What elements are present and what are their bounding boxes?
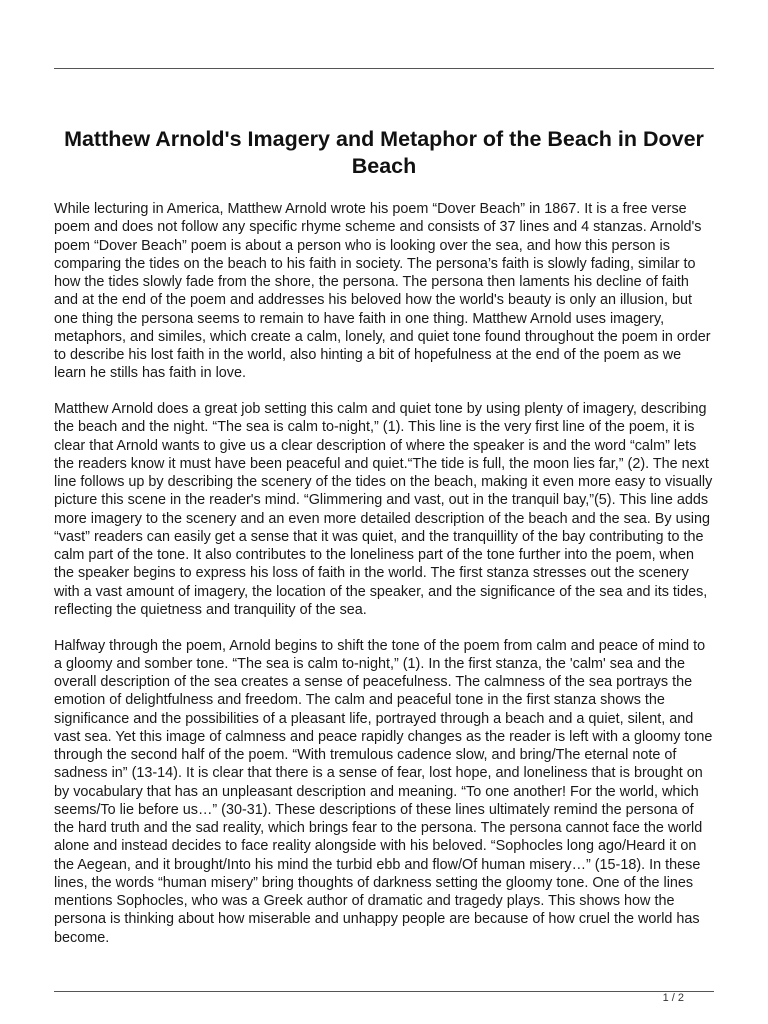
paragraph: While lecturing in America, Matthew Arnold wrote his poem “Dover Beach” in 1867. It is a free verse poem and does not follow any specific rhyme scheme and consists of 37 lines and 4 stanzas. Arnold's poem “Dover Beach” poem is about a person who is looking over the sea, and how this person is comparing the tides on the beach to his faith in society. The persona’s faith is slowly fading, similar to how the tides slowly fade from the shore, the persona. The persona then laments his decline of faith and at the end of the poem and addresses his beloved how the world's beauty is only an illusion, but one thing the persona seems to remain to have faith in one thing. Matthew Arnold uses imagery, metaphors, and similes, which create a calm, lonely, and quiet tone found throughout the poem in order to describe his lost faith in the world, also hinting a bit of hopefulness at the end of the poem as we learn he stills has faith in love. <box>54 201 711 382</box>
document-title: Matthew Arnold's Imagery and Metaphor of the Beach in Dover Beach <box>64 127 704 178</box>
header-rule <box>54 68 714 69</box>
page-number: 1 / 2 <box>662 992 684 1004</box>
footer-rule <box>54 991 714 992</box>
document-body <box>54 200 716 964</box>
paragraph: Halfway through the poem, Arnold begins to shift the tone of the poem from calm and peace of mind to a gloomy and somber tone. “The sea is calm to-night,” (1). In the first stanza, the 'calm' sea and the overall description of the sea creates a sense of peacefulness. The calmness of the sea portrays the emotion of delightfulness and freedom. The calm and peaceful tone in the first stanza shows the significance and the possibilities of a pleasant life, portrayed through a beach and a quiet, silent, and vast sea. Yet this image of calmness and peace rapidly changes as the reader is left with a gloomy tone through the second half of the poem. “With tremulous cadence slow, and bring/The eternal note of sadness in” (13-14). It is clear that there is a sense of fear, lost hope, and loneliness that is brought on by vocabulary that has an unpleasant description and meaning. “To one another! For the world, which seems/To lie before us…” (30-31). These descriptions of these lines ultimately remind the persona of the hard truth and the sad reality, which brings fear to the persona. The persona cannot face the world alone and instead decides to face reality alongside with his beloved. “Sophocles long ago/Heard it on the Aegean, and it brought/Into his mind the turbid ebb and flow/Of human misery…” (15-18). In these lines, the words “human misery” bring thoughts of darkness setting the gloomy tone. One of the lines mentions Sophocles, who was a Greek author of dramatic and tragedy plays. This shows how the persona is thinking about how miserable and unhappy people are because of how cruel the world has become. <box>54 637 713 946</box>
paragraph: Matthew Arnold does a great job setting this calm and quiet tone by using plenty of imagery, describing the beach and the night. “The sea is calm to-night,” (1). This line is the very first line of the poem, it is clear that Arnold wants to give us a clear description of where the speaker is and the word “calm” lets the readers know it must have been peaceful and quiet.“The tide is full, the moon lies far,” (2). The next line follows up by describing the scenery of the tides on the beach, making it even more easy to visually picture this scene in the reader's mind. “Glimmering and vast, out in the tranquil bay,”(5). This line adds more imagery to the scenery and an even more detailed description of the beach and the sea. By using “vast” readers can easily get a sense that it was quiet, and the tranquillity of the bay contributing to the calm part of the tone. It also contributes to the loneliness part of the tone further into the poem, when the speaker begins to express his loss of faith in the world. The first stanza stresses out the scenery with a vast amount of imagery, the location of the speaker, and the significance of the sea and its tides, reflecting the quietness and tranquility of the sea. <box>54 401 713 618</box>
